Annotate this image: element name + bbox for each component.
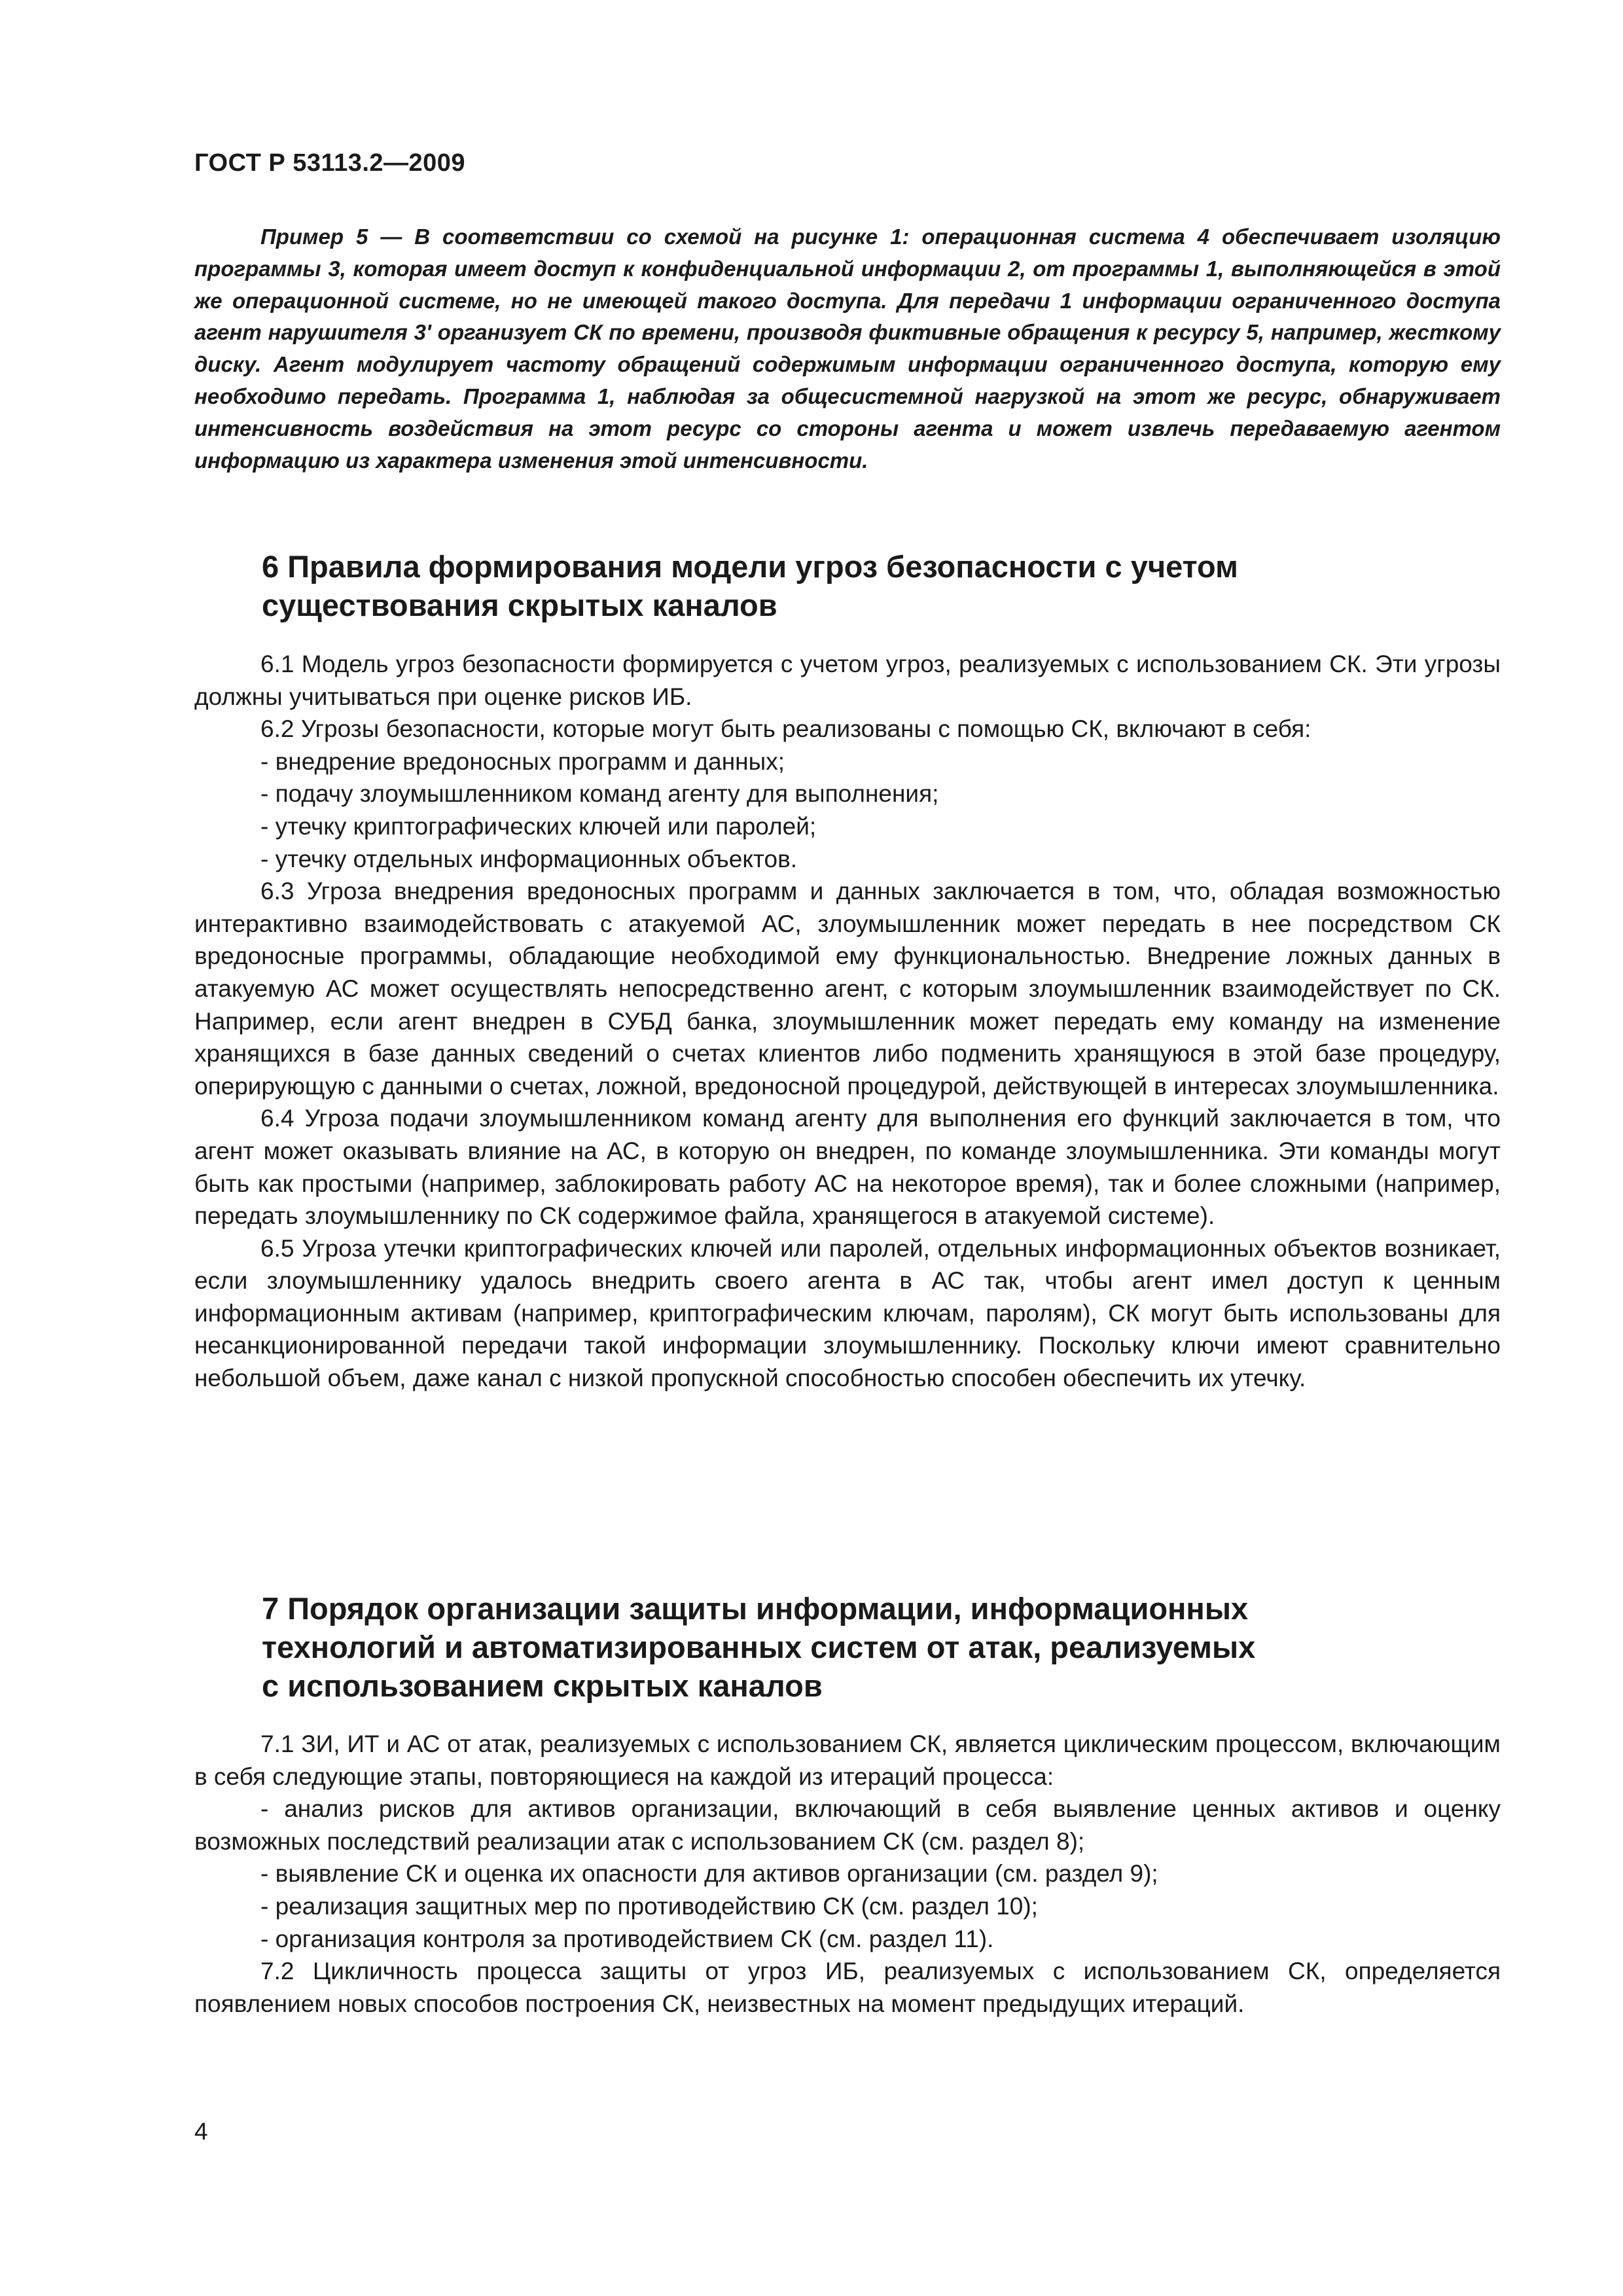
section-6-heading-line: 6 Правила формирования модели угроз безопасности с учетом [262, 549, 1238, 584]
list-item: - утечку криптографических ключей или паролей; [260, 812, 817, 840]
list-item: - выявление СК и оценка их опасности для активов организации (см. раздел 9); [260, 1860, 1158, 1888]
paragraph-6-4: 6.4 Угроза подачи злоумышленником команд агенту для выполнения его функций заключается в том, что агент может оказывать влияние на АС, в которую он внедрен, по команде злоумышленника. Эти команды могут быть как простыми (например, заблокировать работу АС на некоторое время), так и более сложными (например, передать злоумышленнику по СК содержимое файла, хранящегося в атакуемой системе). [194, 1105, 1501, 1230]
paragraph-7-2: 7.2 Цикличность процесса защиты от угроз ИБ, реализуемых с использованием СК, определяется появлением новых способов построения СК, неизвестных на момент предыдущих итераций. [194, 1958, 1501, 2017]
paragraph-6-5: 6.5 Угроза утечки криптографических ключей или паролей, отдельных информационных объектов возникает, если злоумышленнику удалось внедрить своего агента в АС так, чтобы агент имел доступ к ценным информационным активам (например, криптографическим ключам, паролям), СК могут быть использованы для несанкционированной передачи такой информации злоумышленнику. Поскольку ключи имеют сравнительно небольшой объем, даже канал с низкой пропускной способностью способен обеспечить их утечку. [194, 1234, 1501, 1392]
section-7-heading [262, 1589, 1374, 1705]
list-item: - реализация защитных мер по противодействию СК (см. раздел 10); [260, 1892, 1038, 1920]
section-6-body [194, 648, 1501, 1395]
document-header: ГОСТ Р 53113.2—2009 [194, 149, 466, 177]
section-7-heading-line: 7 Порядок организации защиты информации, информационных [262, 1591, 1249, 1626]
paragraph-6-2: 6.2 Угрозы безопасности, которые могут быть реализованы с помощью СК, включают в себя: [260, 715, 1311, 743]
list-item: - организация контроля за противодействием СК (см. раздел 11). [260, 1925, 994, 1952]
section-7-body [194, 1728, 1501, 2020]
paragraph-6-3: 6.3 Угроза внедрения вредоносных программ и данных заключается в том, что, обладая возможностью интерактивно взаимодействовать с атакуемой АС, злоумышленник может передать в нее посредством СК вредоносные программы, обладающие необходимой ему функциональностью. Внедрение ложных данных в атакуемую АС может осуществлять непосредственно агент, с которым злоумышленник взаимодействует по СК. Например, если агент внедрен в СУБД банка, злоумышленник может передать ему команду на изменение хранящихся в базе данных сведений о счетах клиентов либо подменить хранящуюся в этой базе процедуру, оперирующую с данными о счетах, ложной, вредоносной процедурой, действующей в интересах злоумышленника. [194, 878, 1501, 1100]
example-5-paragraph: Пример 5 — В соответствии со схемой на рисунке 1: операционная система 4 обеспечивает изоляцию программы 3, которая имеет доступ к конфиденциальной информации 2, от программы 1, выполняющейся в этой же операционной системе, но не имеющей такого доступа. Для передачи 1 информации ограниченного доступа агент нарушителя 3' организует СК по времени, производя фиктивные обращения к ресурсу 5, например, жесткому диску. Агент модулирует частоту обращений содержимым информации ограниченного доступа, которую ему необходимо передать. Программа 1, наблюдая за общесистемной нагрузкой на этот же ресурс, обнаруживает интенсивность воздействия на этот ресурс со стороны агента и может извлечь передаваемую агентом информацию из характера изменения этой интенсивности. [194, 224, 1501, 473]
paragraph-6-1: 6.1 Модель угроз безопасности формируется с учетом угроз, реализуемых с использованием СК. Эти угрозы должны учитываться при оценке рисков ИБ. [194, 651, 1501, 710]
list-item: - подачу злоумышленником команд агенту для выполнения; [260, 780, 939, 808]
section-7-heading-line: с использованием скрытых каналов [262, 1668, 823, 1703]
list-item: - внедрение вредоносных программ и данных; [260, 747, 785, 775]
section-7-heading-line: технологий и автоматизированных систем от атак, реализуемых [262, 1630, 1256, 1664]
section-6-heading [262, 547, 1374, 624]
list-item: - анализ рисков для активов организации, включающий в себя выявление ценных активов и оценку возможных последствий реализации атак с использованием СК (см. раздел 8); [194, 1795, 1501, 1855]
page-number: 4 [194, 2118, 208, 2145]
list-item: - утечку отдельных информационных объектов. [260, 845, 798, 872]
section-6-heading-line: существования скрытых каналов [262, 588, 777, 622]
paragraph-7-1: 7.1 ЗИ, ИТ и АС от атак, реализуемых с использованием СК, является циклическим процессом, включающим в себя следующие этапы, повторяющиеся на каждой из итераций процесса: [194, 1731, 1501, 1790]
